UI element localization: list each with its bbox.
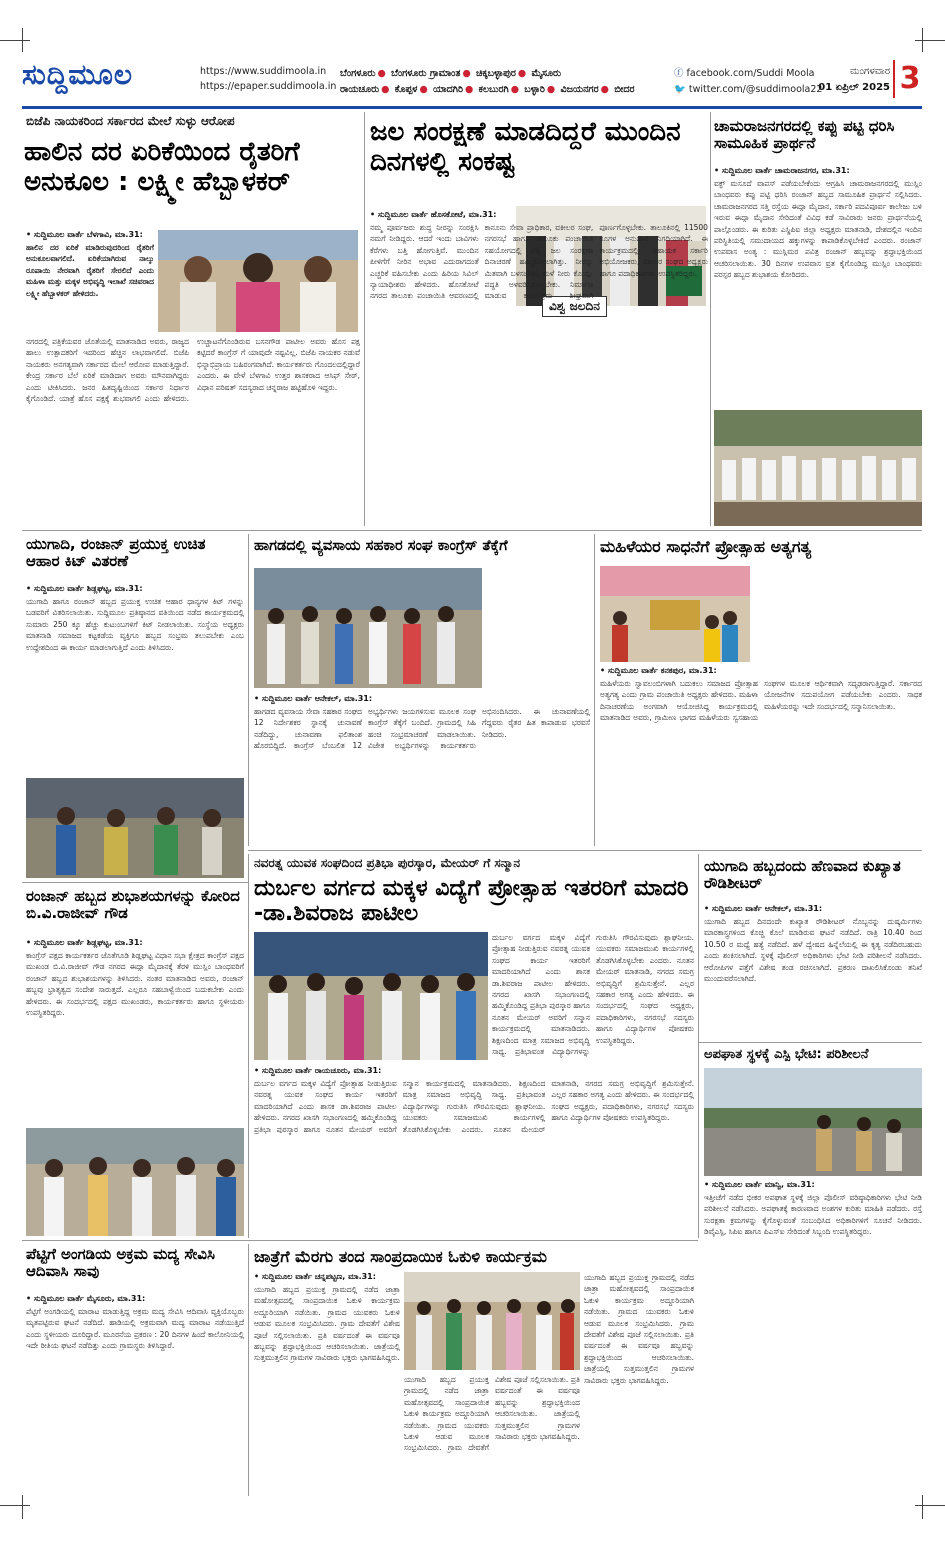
- section-divider: [22, 530, 922, 531]
- district-list: [340, 66, 635, 98]
- district-item[interactable]: ಕೊಪ್ಪಳ: [394, 84, 418, 95]
- district-item[interactable]: ಬಳ್ಳಾರಿ: [524, 84, 545, 95]
- story8-body: ದುರ್ಬಲ ವರ್ಗದ ಮಕ್ಕಳ ವಿದ್ಯೆಗೆ ಪ್ರೋತ್ಸಾಹ ನೀಡುತ್ತಿರುವ ನವರತ್ನ ಯುವಕ ಸಂಘದ ಕಾರ್ಯ ಇತರರಿಗೆ ಮಾದರಿಯಾಗಿದೆ ಎಂದು ಶಾಸಕ ಡಾ.ಶಿವರಾಜ ಪಾಟೀಲ ಹೇಳಿದರು. ನಗರದ ಖಾಸಗಿ ಸಭಾಂಗಣದಲ್ಲಿ ಹಮ್ಮಿಕೊಂಡಿದ್ದ ಪ್ರತಿಭಾ ಪುರಸ್ಕಾರ ಹಾಗೂ ನೂತನ ಮೇಯರ್ ಅವರಿಗೆ ಸನ್ಮಾನ ಕಾರ್ಯಕ್ರಮದಲ್ಲಿ ಮಾತನಾಡಿದರು. ಶಿಕ್ಷಣದಿಂದ ಮಾತ್ರ ಸಮಾಜದ ಅಭಿವೃದ್ಧಿ ಸಾಧ್ಯ. ಪ್ರತಿಭಾವಂತ ವಿದ್ಯಾರ್ಥಿಗಳನ್ನು ಗುರುತಿಸಿ ಗೌರವಿಸುವುದು ಶ್ಲಾಘನೀಯ. ಯುವಕರು ಸಮಾಜಮುಖಿ ಕಾರ್ಯಗಳಲ್ಲಿ ತೊಡಗಿಸಿಕೊಳ್ಳಬೇಕು ಎಂದರು. ನೂತನ ಮೇಯರ್ ಮಾತನಾಡಿ, ನಗರದ ಸಮಗ್ರ ಅಭಿವೃದ್ಧಿಗೆ ಶ್ರಮಿಸುತ್ತೇನೆ. ಎಲ್ಲರ ಸಹಕಾರ ಅಗತ್ಯ ಎಂದು ಹೇಳಿದರು. ಈ ಸಂದರ್ಭದಲ್ಲಿ ಸಂಘದ ಅಧ್ಯಕ್ಷರು, ಪದಾಧಿಕಾರಿಗಳು, ನಗರಸಭೆ ಸದಸ್ಯರು ಹಾಗೂ ವಿದ್ಯಾರ್ಥಿಗಳ ಪೋಷಕರು ಉಪಸ್ಥಿತರಿದ್ದರು.: [254, 1079, 694, 1134]
- story12-byline: • ಸುದ್ದಿಮೂಲ ವಾರ್ತೆ ಚನ್ನಪಟ್ಟಣ, ಮಾ.31:: [254, 1272, 376, 1281]
- crop-mark: [0, 40, 30, 41]
- story3-photo: [714, 410, 922, 526]
- story2-byline: • ಸುದ್ದಿಮೂಲ ವಾರ್ತೆ ಹೊಸಕೋಟೆ, ಮಾ.31:: [370, 210, 497, 219]
- story1-byline: • ಸುದ್ದಿಮೂಲ ವಾರ್ತೆ ಬೆಳಗಾವಿ, ಮಾ.31:: [26, 230, 143, 239]
- story6-headline[interactable]: ಮಹಿಳೆಯರ ಸಾಧನೆಗೆ ಪ್ರೋತ್ಸಾಹ ಅತ್ಯಗತ್ಯ: [600, 537, 812, 556]
- column-divider: [248, 1244, 249, 1496]
- page-number: 3: [893, 60, 925, 98]
- story10-body: ಇತ್ತೀಚೆಗೆ ನಡೆದ ಭೀಕರ ಅಪಘಾತ ಸ್ಥಳಕ್ಕೆ ಜಿಲ್ಲಾ ಪೊಲೀಸ್ ವರಿಷ್ಠಾಧಿಕಾರಿಗಳು ಭೇಟಿ ನೀಡಿ ಪರಿಶೀಲನೆ ನಡೆಸಿದರು. ಅಪಘಾತಕ್ಕೆ ಕಾರಣವಾದ ಅಂಶಗಳ ಕುರಿತು ಮಾಹಿತಿ ಪಡೆದರು. ರಸ್ತೆ ಸುರಕ್ಷತಾ ಕ್ರಮಗಳನ್ನು ಕೈಗೊಳ್ಳುವಂತೆ ಸಂಬಂಧಿಸಿದ ಅಧಿಕಾರಿಗಳಿಗೆ ಸೂಚನೆ ನೀಡಿದರು. ಡಿವೈಎಸ್ಪಿ, ಸಿಪಿಐ ಹಾಗೂ ಪಿಎಸ್ಐ ಸೇರಿದಂತೆ ಸಿಬ್ಬಂದಿ ಉಪಸ್ಥಿತರಿದ್ದರು.: [704, 1193, 922, 1237]
- story8-body-side: ದುರ್ಬಲ ವರ್ಗದ ಮಕ್ಕಳ ವಿದ್ಯೆಗೆ ಪ್ರೋತ್ಸಾಹ ನೀಡುತ್ತಿರುವ ನವರತ್ನ ಯುವಕ ಸಂಘದ ಕಾರ್ಯ ಇತರರಿಗೆ ಮಾದರಿಯಾಗಿದೆ ಎಂದು ಶಾಸಕ ಡಾ.ಶಿವರಾಜ ಪಾಟೀಲ ಹೇಳಿದರು. ನಗರದ ಖಾಸಗಿ ಸಭಾಂಗಣದಲ್ಲಿ ಹಮ್ಮಿಕೊಂಡಿದ್ದ ಪ್ರತಿಭಾ ಪುರಸ್ಕಾರ ಹಾಗೂ ನೂತನ ಮೇಯರ್ ಅವರಿಗೆ ಸನ್ಮಾನ ಕಾರ್ಯಕ್ರಮದಲ್ಲಿ ಮಾತನಾಡಿದರು. ಶಿಕ್ಷಣದಿಂದ ಮಾತ್ರ ಸಮಾಜದ ಅಭಿವೃದ್ಧಿ ಸಾಧ್ಯ. ಪ್ರತಿಭಾವಂತ ವಿದ್ಯಾರ್ಥಿಗಳನ್ನು ಗುರುತಿಸಿ ಗೌರವಿಸುವುದು ಶ್ಲಾಘನೀಯ. ಯುವಕರು ಸಮಾಜಮುಖಿ ಕಾರ್ಯಗಳಲ್ಲಿ ತೊಡಗಿಸಿಕೊಳ್ಳಬೇಕು ಎಂದರು. ನೂತನ ಮೇಯರ್ ಮಾತನಾಡಿ, ನಗರದ ಸಮಗ್ರ ಅಭಿವೃದ್ಧಿಗೆ ಶ್ರಮಿಸುತ್ತೇನೆ. ಎಲ್ಲರ ಸಹಕಾರ ಅಗತ್ಯ ಎಂದು ಹೇಳಿದರು. ಈ ಸಂದರ್ಭದಲ್ಲಿ ಸಂಘದ ಅಧ್ಯಕ್ಷರು, ಪದಾಧಿಕಾರಿಗಳು, ನಗರಸಭೆ ಸದಸ್ಯರು ಹಾಗೂ ವಿದ್ಯಾರ್ಥಿಗಳ ಪೋಷಕರು ಉಪಸ್ಥಿತರಿದ್ದರು.: [492, 933, 694, 1057]
- district-item[interactable]: ಕಲಬುರಗಿ: [478, 84, 509, 95]
- story9-byline: • ಸುದ್ದಿಮೂಲ ವಾರ್ತೆ ಆನೇಕಲ್, ಮಾ.31:: [704, 904, 823, 913]
- story7-photo: [26, 1128, 244, 1236]
- story8-kicker: ನವರತ್ನ ಯುವಕ ಸಂಘದಿಂದ ಪ್ರತಿಭಾ ಪುರಸ್ಕಾರ, ಮೇಯರ್ ಗೆ ಸನ್ಮಾನ: [254, 856, 521, 870]
- story6-photo: [600, 566, 750, 662]
- district-item[interactable]: ಬೀದರ: [614, 84, 635, 95]
- district-item[interactable]: ರಾಯಚೂರು: [340, 84, 380, 95]
- crop-mark: [22, 1495, 23, 1519]
- story8-byline: • ಸುದ್ದಿಮೂಲ ವಾರ್ತೆ ರಾಯಚೂರು, ಮಾ.31:: [254, 1066, 382, 1075]
- crop-mark: [922, 28, 923, 52]
- district-item[interactable]: ವಿಜಯನಗರ: [560, 84, 599, 95]
- story1-lead: ಹಾಲಿನ ದರ ಏರಿಕೆ ಮಾಡಿರುವುದರಿಂದ ರೈತರಿಗೆ ಅನುಕೂಲವಾಗಲಿದೆ. ಏರಿಕೆಯಾಗಿರುವ ನಾಲ್ಕು ರೂಪಾಯಿ ನೇರವಾಗಿ ರೈತರಿಗೆ ಸೇರಲಿದೆ ಎಂದು ಮಹಿಳಾ ಮತ್ತು ಮಕ್ಕಳ ಅಭಿವೃದ್ಧಿ ಇಲಾಖೆ ಸಚಿವರಾದ ಲಕ್ಷ್ಮೀ ಹೆಬ್ಬಾಳಕರ್ ಹೇಳಿದರು.: [26, 243, 154, 298]
- epaper-link[interactable]: https://epaper.suddimoola.in: [200, 81, 337, 92]
- social-links: [674, 66, 822, 98]
- story7-body: ಕಾಂಗ್ರೆಸ್ ಪಕ್ಷದ ಕಾರ್ಯಕರ್ತರ ಜೊತೆಗೂಡಿ ಶಿಡ್ಲಘಟ್ಟ ವಿಧಾನ ಸಭಾ ಕ್ಷೇತ್ರದ ಕಾಂಗ್ರೆಸ್ ಪಕ್ಷದ ಮುಖಂಡ ಬಿ.ವಿ.ರಾಜೀವ್ ಗೌಡ ನಗರದ ಈದ್ಗಾ ಮೈದಾನಕ್ಕೆ ತೆರಳಿ ಮುಸ್ಲಿಂ ಬಾಂಧವರಿಗೆ ರಂಜಾನ್ ಹಬ್ಬದ ಶುಭಾಶಯಗಳನ್ನು ತಿಳಿಸಿದರು. ನಂತರ ಮಾತನಾಡಿದ ಅವರು, ರಂಜಾನ್ ಹಬ್ಬವು ಭ್ರಾತೃತ್ವದ ಸಂದೇಶ ಸಾರುತ್ತದೆ. ಎಲ್ಲರೂ ಸಹಬಾಳ್ವೆಯಿಂದ ಬದುಕಬೇಕು ಎಂದು ಹೇಳಿದರು. ಈ ಸಂದರ್ಭದಲ್ಲಿ ಪಕ್ಷದ ಮುಖಂಡರು, ಕಾರ್ಯಕರ್ತರು ಹಾಗೂ ಸ್ಥಳೀಯರು ಉಪಸ್ಥಿತರಿದ್ದರು.: [26, 951, 244, 1018]
- story4-headline[interactable]: ಯುಗಾದಿ, ರಂಜಾನ್ ಪ್ರಯುಕ್ತ ಉಚಿತ ಆಹಾರ ಕಿಟ್ ವಿತರಣೆ: [26, 535, 206, 571]
- crop-mark: [22, 28, 23, 52]
- issue-date: 01 ಏಪ್ರಿಲ್ 2025: [818, 82, 890, 93]
- crop-mark: [915, 1505, 945, 1506]
- story1-photo: [158, 230, 358, 332]
- story10-byline: • ಸುದ್ದಿಮೂಲ ವಾರ್ತೆ ಮಾನ್ವಿ, ಮಾ.31:: [704, 1180, 815, 1189]
- story4-body: ಯುಗಾದಿ ಹಾಗೂ ರಂಜಾನ್ ಹಬ್ಬದ ಪ್ರಯುಕ್ತ ಉಚಿತ ಆಹಾರ ಧಾನ್ಯಗಳ ಕಿಟ್ ಗಳನ್ನು ಬಡವರಿಗೆ ವಿತರಿಸಲಾಯಿತು. ಸುದ್ದಿಮೂಲ ಪ್ರತಿಷ್ಠಾನದ ವತಿಯಿಂದ ನಡೆದ ಕಾರ್ಯಕ್ರಮದಲ್ಲಿ ಸುಮಾರು 250 ಕ್ಕೂ ಹೆಚ್ಚು ಕುಟುಂಬಗಳಿಗೆ ಕಿಟ್ ನೀಡಲಾಯಿತು. ಸಂಸ್ಥೆಯ ಅಧ್ಯಕ್ಷರು ಮಾತನಾಡಿ ಸಮಾಜದ ಕಟ್ಟಕಡೆಯ ವ್ಯಕ್ತಿಗೂ ಹಬ್ಬದ ಸಂಭ್ರಮ ತಲುಪಬೇಕು ಎಂಬ ಉದ್ದೇಶದಿಂದ ಈ ಕಾರ್ಯ ಮಾಡಲಾಗುತ್ತಿದೆ ಎಂದು ತಿಳಿಸಿದರು.: [26, 597, 244, 652]
- date-block: [812, 64, 890, 96]
- story8-photo: [254, 932, 488, 1060]
- story2-tag: ವಿಶ್ವ ಜಲದಿನ: [542, 296, 607, 317]
- story5-photo: [254, 568, 482, 688]
- facebook-link[interactable]: ⓕ facebook.com/Suddi Moola: [674, 68, 815, 79]
- crop-mark: [0, 1505, 30, 1506]
- story12-headline[interactable]: ಜಾತ್ರೆಗೆ ಮೆರಗು ತಂದ ಸಾಂಪ್ರದಾಯಿಕ ಓಕುಳಿ ಕಾರ್ಯಕ್ರಮ: [254, 1247, 547, 1266]
- story6-byline: • ಸುದ್ದಿಮೂಲ ವಾರ್ತೆ ಕನಕಪುರ, ಮಾ.31:: [600, 666, 717, 675]
- column-divider: [364, 112, 365, 526]
- twitter-link[interactable]: 🐦 twitter.com/@suddimoola22: [674, 84, 823, 95]
- story12-body-right: ಯುಗಾದಿ ಹಬ್ಬದ ಪ್ರಯುಕ್ತ ಗ್ರಾಮದಲ್ಲಿ ನಡೆದ ಜಾತ್ರಾ ಮಹೋತ್ಸವದಲ್ಲಿ ಸಾಂಪ್ರದಾಯಿಕ ಓಕುಳಿ ಕಾರ್ಯಕ್ರಮ ಅದ್ದೂರಿಯಾಗಿ ನಡೆಯಿತು. ಗ್ರಾಮದ ಯುವಕರು ಓಕುಳಿ ಆಡುವ ಮೂಲಕ ಸಂಭ್ರಮಿಸಿದರು. ಗ್ರಾಮ ದೇವತೆಗೆ ವಿಶೇಷ ಪೂಜೆ ಸಲ್ಲಿಸಲಾಯಿತು. ಪ್ರತಿ ವರ್ಷದಂತೆ ಈ ವರ್ಷವೂ ಹಬ್ಬವನ್ನು ಶ್ರದ್ಧಾಭಕ್ತಿಯಿಂದ ಆಚರಿಸಲಾಯಿತು. ಜಾತ್ರೆಯಲ್ಲಿ ಸುತ್ತಮುತ್ತಲಿನ ಗ್ರಾಮಗಳ ಸಾವಿರಾರು ಭಕ್ತರು ಭಾಗವಹಿಸಿದ್ದರು.: [584, 1273, 694, 1385]
- story11-body: ಪೆಟ್ಟಿಗೆ ಅಂಗಡಿಯಲ್ಲಿ ಮಾರಾಟ ಮಾಡುತ್ತಿದ್ದ ಅಕ್ರಮ ಮದ್ಯ ಸೇವಿಸಿ ಆದಿವಾಸಿ ವ್ಯಕ್ತಿಯೊಬ್ಬರು ಮೃತಪಟ್ಟಿರುವ ಘಟನೆ ನಡೆದಿದೆ. ಹಾಡಿಯಲ್ಲಿ ಅಕ್ರಮವಾಗಿ ಮದ್ಯ ಮಾರಾಟ ನಡೆಯುತ್ತಿದೆ ಎಂದು ಸ್ಥಳೀಯರು ದೂರಿದ್ದಾರೆ. ಮೂರನೆಯ ಪ್ರಕರಣ : 20 ದಿನಗಳ ಹಿಂದೆ ಕಾಲೋನಿಯಲ್ಲಿ ಇದೇ ರೀತಿಯ ಘಟನೆ ನಡೆದಿತ್ತು ಎಂದು ಗ್ರಾಮಸ್ಥರು ತಿಳಿಸಿದ್ದಾರೆ.: [26, 1307, 244, 1351]
- story3-body: ವಕ್ಫ್ ಮಸೂದೆ ವಾಪಸ್ ಪಡೆಯಬೇಕೆಂದು ಆಗ್ರಹಿಸಿ ಚಾಮರಾಜನಗರದಲ್ಲಿ ಮುಸ್ಲಿಂ ಬಾಂಧವರು ಕಪ್ಪು ಪಟ್ಟಿ ಧರಿಸಿ ರಂಜಾನ್ ಹಬ್ಬದ ಸಾಮೂಹಿಕ ಪ್ರಾರ್ಥನೆ ಸಲ್ಲಿಸಿದರು. ಚಾಮರಾಜನಗರದ ಸತ್ತಿ ರಸ್ತೆಯ ಈದ್ಗಾ ಮೈದಾನ, ಸರ್ಕಾರಿ ಪದವಿಪೂರ್ವ ಕಾಲೇಜು ಬಳಿ ಇರುವ ಈದ್ಗಾ ಮೈದಾನ ಸೇರಿದಂತೆ ವಿವಿಧ ಕಡೆ ಸಾವಿರಾರು ಜನರು ಪ್ರಾರ್ಥನೆಯಲ್ಲಿ ಪಾಲ್ಗೊಂಡರು. ಈ ಕುರಿತು ಎಸ್ಡಿಪಿಐ ಜಿಲ್ಲಾ ಅಧ್ಯಕ್ಷರು ಮಾತನಾಡಿ, ದೇಶದಲ್ಲಿನ ಇಂದಿನ ಪರಿಸ್ಥಿತಿಯಲ್ಲಿ ಸಮುದಾಯದ ಹಕ್ಕುಗಳನ್ನು ಕಾಪಾಡಿಕೊಳ್ಳಬೇಕಿದೆ ಎಂದರು. ರಂಜಾನ್ ಉಪವಾಸ ಅಂತ್ಯ : ಮುಸ್ಲಿಮರ ಪವಿತ್ರ ರಂಜಾನ್ ಹಬ್ಬವನ್ನು ಶ್ರದ್ಧಾಭಕ್ತಿಯಿಂದ ಆಚರಿಸಲಾಯಿತು. 30 ದಿನಗಳ ಉಪವಾಸ ವ್ರತ ಕೈಗೊಂಡಿದ್ದ ಮುಸ್ಲಿಂ ಬಾಂಧವರು ಪರಸ್ಪರ ಹಬ್ಬದ ಶುಭಾಶಯ ಕೋರಿದರು.: [714, 179, 922, 280]
- story1-kicker: ಬಿಜೆಪಿ ನಾಯಕರಿಂದ ಸರ್ಕಾರದ ಮೇಲೆ ಸುಳ್ಳು ಆರೋಪ: [26, 114, 235, 128]
- story5-byline: • ಸುದ್ದಿಮೂಲ ವಾರ್ತೆ ಆನೇಕಲ್, ಮಾ.31:: [254, 694, 373, 703]
- story2-headline[interactable]: ಜಲ ಸಂರಕ್ಷಣೆ ಮಾಡದಿದ್ದರೆ ಮುಂದಿನ ದಿನಗಳಲ್ಲಿ ಸಂಕಷ್ಟ: [370, 117, 681, 177]
- section-divider: [698, 1042, 922, 1043]
- story11-byline: • ಸುದ್ದಿಮೂಲ ವಾರ್ತೆ ಮೈಸೂರು, ಮಾ.31:: [26, 1294, 146, 1303]
- district-item[interactable]: ಯಾದಗಿರಿ: [433, 84, 463, 95]
- story6-body: ಮಹಿಳೆಯರು ಸ್ವಾವಲಂಬಿಗಳಾಗಿ ಬದುಕಲು ಸಮಾಜದ ಪ್ರೋತ್ಸಾಹ ಅತ್ಯಗತ್ಯ ಎಂದು ಗ್ರಾಮ ಪಂಚಾಯಿತಿ ಅಧ್ಯಕ್ಷರು ಹೇಳಿದರು. ಮಹಿಳಾ ದಿನಾಚರಣೆಯ ಅಂಗವಾಗಿ ಆಯೋಜಿಸಿದ್ದ ಕಾರ್ಯಕ್ರಮದಲ್ಲಿ ಮಾತನಾಡಿದ ಅವರು, ಗ್ರಾಮೀಣ ಭಾಗದ ಮಹಿಳೆಯರು ಸ್ವಸಹಾಯ ಸಂಘಗಳ ಮೂಲಕ ಆರ್ಥಿಕವಾಗಿ ಸದೃಢರಾಗುತ್ತಿದ್ದಾರೆ. ಸರ್ಕಾರದ ಯೋಜನೆಗಳ ಸದುಪಯೋಗ ಪಡೆಯಬೇಕು ಎಂದರು. ಸಾಧಕ ಮಹಿಳೆಯರನ್ನು ಇದೇ ಸಂದರ್ಭದಲ್ಲಿ ಸನ್ಮಾನಿಸಲಾಯಿತು.: [600, 679, 922, 723]
- story8-headline[interactable]: ದುರ್ಬಲ ವರ್ಗದ ಮಕ್ಕಳ ವಿದ್ಯೆಗೆ ಪ್ರೋತ್ಸಾಹ ಇತರರಿಗೆ ಮಾದರಿ -ಡಾ.ಶಿವರಾಜ ಪಾಟೀಲ: [254, 876, 689, 927]
- story2-body: ನಮ್ಮ ಪೂರ್ವಜರು ಶುದ್ಧ ನೀರನ್ನು ಸಂರಕ್ಷಿಸಿ ನಮಗೆ ನೀಡಿದ್ದರು. ಆದರೆ ಇಂದು ಬಾವಿಗಳು ಕೆರೆಗಳು ಬತ್ತಿ ಹೋಗುತ್ತಿವೆ. ಮುಂದಿನ ಪೀಳಿಗೆಗೆ ನೀರಿನ ಅಭಾವ ಎದುರಾಗದಂತೆ ಎಚ್ಚರಿಕೆ ವಹಿಸಬೇಕು ಎಂದು ಹಿರಿಯ ಸಿವಿಲ್ ನ್ಯಾಯಾಧೀಶರು ಹೇಳಿದರು. ಹೊಸಕೋಟೆ ನಗರದ ತಾಲೂಕು ಪಂಚಾಯಿತಿ ಆವರಣದಲ್ಲಿ ಕಾನೂನು ಸೇವಾ ಪ್ರಾಧಿಕಾರ, ವಕೀಲರ ಸಂಘ, ನಗರಸಭೆ ಹಾಗೂ ತಾಲೂಕು ಪಂಚಾಯಿತಿ ಸಹಯೋಗದಲ್ಲಿ ವಿಶ್ವ ಜಲ ಸಂರಕ್ಷಣಾ ದಿನಾಚರಣೆ ಹಮ್ಮಿಕೊಳ್ಳಲಾಗಿತ್ತು. ನೀರನ್ನು ಮಿತವಾಗಿ ಬಳಸಬೇಕು, ಮಳೆ ನೀರು ಕೊಯ್ಲು ಪದ್ಧತಿ ಅಳವಡಿಸಿಕೊಳ್ಳಬೇಕು. ನಿರ್ಮಾಣ ಮಾಡುವ ಕಾರ್ಯಕ್ರಮ ಶೀಘ್ರವಾಗಿ ಪೂರ್ಣಗೊಳ್ಳಬೇಕು. ತಾಲೂಕಿನಲ್ಲಿ 11500 ರೂಗಳ ಅನುದಾನ ನಿಗದಿಯಾಗಿದೆ. ಈ ಕಾರ್ಯಕ್ರಮದಲ್ಲಿ ಸಹಾಯಕ ಸರ್ಕಾರಿ ಅಭಿಯೋಜಕರು, ವಕೀಲರ ಸಂಘದ ಅಧ್ಯಕ್ಷರು ಹಾಗೂ ಪದಾಧಿಕಾರಿಗಳು ಉಪಸ್ಥಿತರಿದ್ದರು.: [370, 223, 708, 301]
- twitter-icon: 🐦: [674, 84, 689, 95]
- story12-body-lower: ಯುಗಾದಿ ಹಬ್ಬದ ಪ್ರಯುಕ್ತ ಗ್ರಾಮದಲ್ಲಿ ನಡೆದ ಜಾತ್ರಾ ಮಹೋತ್ಸವದಲ್ಲಿ ಸಾಂಪ್ರದಾಯಿಕ ಓಕುಳಿ ಕಾರ್ಯಕ್ರಮ ಅದ್ದೂರಿಯಾಗಿ ನಡೆಯಿತು. ಗ್ರಾಮದ ಯುವಕರು ಓಕುಳಿ ಆಡುವ ಮೂಲಕ ಸಂಭ್ರಮಿಸಿದರು. ಗ್ರಾಮ ದೇವತೆಗೆ ವಿಶೇಷ ಪೂಜೆ ಸಲ್ಲಿಸಲಾಯಿತು. ಪ್ರತಿ ವರ್ಷದಂತೆ ಈ ವರ್ಷವೂ ಹಬ್ಬವನ್ನು ಶ್ರದ್ಧಾಭಕ್ತಿಯಿಂದ ಆಚರಿಸಲಾಯಿತು. ಜಾತ್ರೆಯಲ್ಲಿ ಸುತ್ತಮುತ್ತಲಿನ ಗ್ರಾಮಗಳ ಸಾವಿರಾರು ಭಕ್ತರು ಭಾಗವಹಿಸಿದ್ದರು.: [404, 1375, 580, 1453]
- story3-headline[interactable]: ಚಾಮರಾಜನಗರದಲ್ಲಿ ಕಪ್ಪು ಪಟ್ಟಿ ಧರಿಸಿ ಸಾಮೂಹಿಕ ಪ್ರಾರ್ಥನೆ: [714, 117, 895, 153]
- section-divider: [22, 882, 248, 883]
- district-item[interactable]: ಬೆಂಗಳೂರು: [340, 68, 376, 79]
- district-item[interactable]: ಮೈಸೂರು: [531, 68, 562, 79]
- column-divider: [594, 534, 595, 846]
- story5-body: ಹಾಗಡದ ವ್ಯವಸಾಯ ಸೇವಾ ಸಹಕಾರ ಸಂಘದ 12 ನಿರ್ದೇಶಕರ ಸ್ಥಾನಕ್ಕೆ ಚುನಾವಣೆ ನಡೆದಿದ್ದು, ಚುನಾವಣಾ ಫಲಿತಾಂಶ ಹೊರಬಿದ್ದಿದೆ. ಕಾಂಗ್ರೆಸ್ ಬೆಂಬಲಿತ 12 ಅಭ್ಯರ್ಥಿಗಳು ಜಯಗಳಿಸುವ ಮೂಲಕ ಸಂಘ ಕಾಂಗ್ರೆಸ್ ತೆಕ್ಕೆಗೆ ಬಂದಿದೆ. ಗ್ರಾಮದಲ್ಲಿ ಸಿಹಿ ಹಂಚಿ ಸಂಭ್ರಮಾಚರಣೆ ಮಾಡಲಾಯಿತು. ವಿಜೇತ ಅಭ್ಯರ್ಥಿಗಳನ್ನು ಕಾರ್ಯಕರ್ತರು ಅಭಿನಂದಿಸಿದರು. ಈ ಚುನಾವಣೆಯಲ್ಲಿ ಗೆದ್ದವರು ರೈತರ ಹಿತ ಕಾಪಾಡುವ ಭರವಸೆ ನೀಡಿದರು.: [254, 707, 590, 751]
- story10-headline[interactable]: ಅಪಘಾತ ಸ್ಥಳಕ್ಕೆ ಎಸ್ಪಿ ಭೇಟಿ: ಪರಿಶೀಲನೆ: [704, 1047, 869, 1062]
- story9-body: ಯುಗಾದಿ ಹಬ್ಬದ ದಿನದಂದೇ ಕುಖ್ಯಾತ ರೌಡಿಶೀಟರ್ ನೊಬ್ಬನನ್ನು ದುಷ್ಕರ್ಮಿಗಳು ಮಾರಕಾಸ್ತ್ರಗಳಿಂದ ಕೊಚ್ಚಿ ಕೊಲೆ ಮಾಡಿರುವ ಘಟನೆ ನಡೆದಿದೆ. ರಾತ್ರಿ 10.40 ರಿಂದ 10.50 ರ ಮಧ್ಯೆ ಹತ್ಯೆ ನಡೆದಿದೆ. ಹಳೆ ದ್ವೇಷದ ಹಿನ್ನೆಲೆಯಲ್ಲಿ ಈ ಕೃತ್ಯ ನಡೆದಿರಬಹುದು ಎಂದು ಶಂಕಿಸಲಾಗಿದೆ. ಸ್ಥಳಕ್ಕೆ ಪೊಲೀಸ್ ಅಧಿಕಾರಿಗಳು ಭೇಟಿ ನೀಡಿ ಪರಿಶೀಲನೆ ನಡೆಸಿದರು. ಆರೋಪಿಗಳ ಪತ್ತೆಗೆ ವಿಶೇಷ ತಂಡ ರಚಿಸಲಾಗಿದೆ. ಪ್ರಕರಣ ದಾಖಲಿಸಿಕೊಂಡು ತನಿಖೆ ಮುಂದುವರೆಸಲಾಗಿದೆ.: [704, 917, 922, 984]
- column-divider: [248, 854, 249, 1238]
- story11-headline[interactable]: ಪೆಟ್ಟಿಗೆ ಅಂಗಡಿಯ ಅಕ್ರಮ ಮದ್ಯ ಸೇವಿಸಿ ಆದಿವಾಸಿ ಸಾವು: [26, 1245, 215, 1281]
- masthead-logo[interactable]: ಸುದ್ದಿಮೂಲ: [22, 58, 134, 91]
- crop-mark: [922, 1495, 923, 1519]
- section-divider: [22, 1240, 698, 1241]
- story7-headline[interactable]: ರಂಜಾನ್ ಹಬ್ಬದ ಶುಭಾಶಯಗಳನ್ನು ಕೋರಿದ ಬಿ.ವಿ.ರಾಜೀವ್ ಗೌಡ: [26, 887, 240, 923]
- story1-headline[interactable]: ಹಾಲಿನ ದರ ಏರಿಕೆಯಿಂದ ರೈತರಿಗೆ ಅನುಕೂಲ : ಲಕ್ಷ್ಮೀ ಹೆಬ್ಬಾಳಕರ್: [24, 137, 300, 197]
- story10-photo: [704, 1068, 922, 1176]
- district-row: ಬೆಂಗಳೂರು ● ಬೆಂಗಳೂರು ಗ್ರಾಮಾಂತ ● ಚಿಕ್ಕಬಳ್ಳಾಪುರ ● ಮೈಸೂರು: [340, 68, 562, 79]
- weekday: ಮಂಗಳವಾರ: [849, 66, 890, 77]
- story4-byline: • ಸುದ್ದಿಮೂಲ ವಾರ್ತೆ ಶಿಡ್ಲಘಟ್ಟ, ಮಾ.31:: [26, 584, 143, 593]
- story12-photo: [404, 1272, 580, 1370]
- crop-mark: [915, 40, 945, 41]
- masthead-links: [200, 64, 336, 94]
- website-link[interactable]: https://www.suddimoola.in: [200, 66, 327, 77]
- column-divider: [248, 534, 249, 846]
- masthead-rule: [22, 106, 922, 109]
- story9-headline[interactable]: ಯುಗಾದಿ ಹಬ್ಬದಂದು ಹೆಣವಾದ ಕುಖ್ಯಾತ ರೌಡಿಶೀಟರ್: [704, 857, 901, 893]
- district-row: ರಾಯಚೂರು ● ಕೊಪ್ಪಳ ● ಯಾದಗಿರಿ ● ಕಲಬುರಗಿ ● ಬಳ್ಳಾರಿ ● ವಿಜಯನಗರ ● ಬೀದರ: [340, 84, 635, 95]
- story4-photo: [26, 778, 244, 878]
- district-item[interactable]: ಬೆಂಗಳೂರು ಗ್ರಾಮಾಂತ: [391, 68, 461, 79]
- column-divider: [698, 854, 699, 1238]
- column-divider: [710, 112, 711, 526]
- story1-body: ನಗರದಲ್ಲಿ ಪತ್ರಿಕೆಯವರ ಜೊತೆಯಲ್ಲಿ ಮಾತನಾಡಿದ ಅವರು, ರಾಜ್ಯದ ಹಾಲು ಉತ್ಪಾದಕರಿಗೆ ಇದರಿಂದ ಹೆಚ್ಚಿನ ಲಾಭವಾಗಲಿದೆ. ಬಿಜೆಪಿ ನಾಯಕರು ಅನಗತ್ಯವಾಗಿ ಸರ್ಕಾರದ ಮೇಲೆ ಆರೋಪ ಮಾಡುತ್ತಿದ್ದಾರೆ. ಕೇಂದ್ರ ಸರ್ಕಾರ ಬೆಲೆ ಏರಿಕೆ ಮಾಡಿದಾಗ ಅವರು ಮೌನವಾಗಿದ್ದರು ಎಂದು ಟೀಕಿಸಿದರು. ಜನರ ಹಿತದೃಷ್ಟಿಯಿಂದ ಸರ್ಕಾರ ನಿರ್ಧಾರ ಕೈಗೊಂಡಿದೆ. ಯಾತ್ರೆ ಹೊಸ ಪಕ್ಷಕ್ಕೆ ಶುಭವಾಗಲಿ ಎಂದು ಹೇಳಿದರು. ಉಚ್ಚಾಟನೆಗೊಂಡಿರುವ ಬಸನಗೌಡ ಪಾಟೀಲ ಅವರು ಹೊಸ ಪಕ್ಷ ಕಟ್ಟಿದರೆ ಕಾಂಗ್ರೆಸ್ ಗೆ ಯಾವುದೇ ನಷ್ಟವಿಲ್ಲ. ಬಿಜೆಪಿ ನಾಯಕರ ನಡುವೆ ಭಿನ್ನಾಭಿಪ್ರಾಯ ಬಹಿರಂಗವಾಗಿದೆ. ಕಾರ್ಯಕರ್ತರು ಗೊಂದಲದಲ್ಲಿದ್ದಾರೆ ಎಂದರು. ಈ ವೇಳೆ ಬೆಳಗಾವಿ ಉತ್ತರ ಶಾಸಕರಾದ ಆಸಿಫ್ ಸೇಠ್, ವಿಧಾನ ಪರಿಷತ್ ಸದಸ್ಯರಾದ ಚನ್ನರಾಜ ಹಟ್ಟಿಹೊಳಿ ಇದ್ದರು.: [26, 337, 360, 404]
- story12-body: ಯುಗಾದಿ ಹಬ್ಬದ ಪ್ರಯುಕ್ತ ಗ್ರಾಮದಲ್ಲಿ ನಡೆದ ಜಾತ್ರಾ ಮಹೋತ್ಸವದಲ್ಲಿ ಸಾಂಪ್ರದಾಯಿಕ ಓಕುಳಿ ಕಾರ್ಯಕ್ರಮ ಅದ್ದೂರಿಯಾಗಿ ನಡೆಯಿತು. ಗ್ರಾಮದ ಯುವಕರು ಓಕುಳಿ ಆಡುವ ಮೂಲಕ ಸಂಭ್ರಮಿಸಿದರು. ಗ್ರಾಮ ದೇವತೆಗೆ ವಿಶೇಷ ಪೂಜೆ ಸಲ್ಲಿಸಲಾಯಿತು. ಪ್ರತಿ ವರ್ಷದಂತೆ ಈ ವರ್ಷವೂ ಹಬ್ಬವನ್ನು ಶ್ರದ್ಧಾಭಕ್ತಿಯಿಂದ ಆಚರಿಸಲಾಯಿತು. ಜಾತ್ರೆಯಲ್ಲಿ ಸುತ್ತಮುತ್ತಲಿನ ಗ್ರಾಮಗಳ ಸಾವಿರಾರು ಭಕ್ತರು ಭಾಗವಹಿಸಿದ್ದರು.: [254, 1285, 400, 1363]
- story3-byline: • ಸುದ್ದಿಮೂಲ ವಾರ್ತೆ ಚಾಮರಾಜನಗರ, ಮಾ.31:: [714, 166, 850, 175]
- story7-byline: • ಸುದ್ದಿಮೂಲ ವಾರ್ತೆ ಶಿಡ್ಲಘಟ್ಟ, ಮಾ.31:: [26, 938, 143, 947]
- facebook-icon: ⓕ: [674, 68, 687, 79]
- section-divider: [248, 850, 922, 851]
- district-item[interactable]: ಚಿಕ್ಕಬಳ್ಳಾಪುರ: [476, 68, 516, 79]
- story5-headline[interactable]: ಹಾಗಡದಲ್ಲಿ ವ್ಯವಸಾಯ ಸಹಕಾರ ಸಂಘ ಕಾಂಗ್ರೆಸ್ ತೆಕ್ಕೆಗೆ: [254, 538, 508, 554]
